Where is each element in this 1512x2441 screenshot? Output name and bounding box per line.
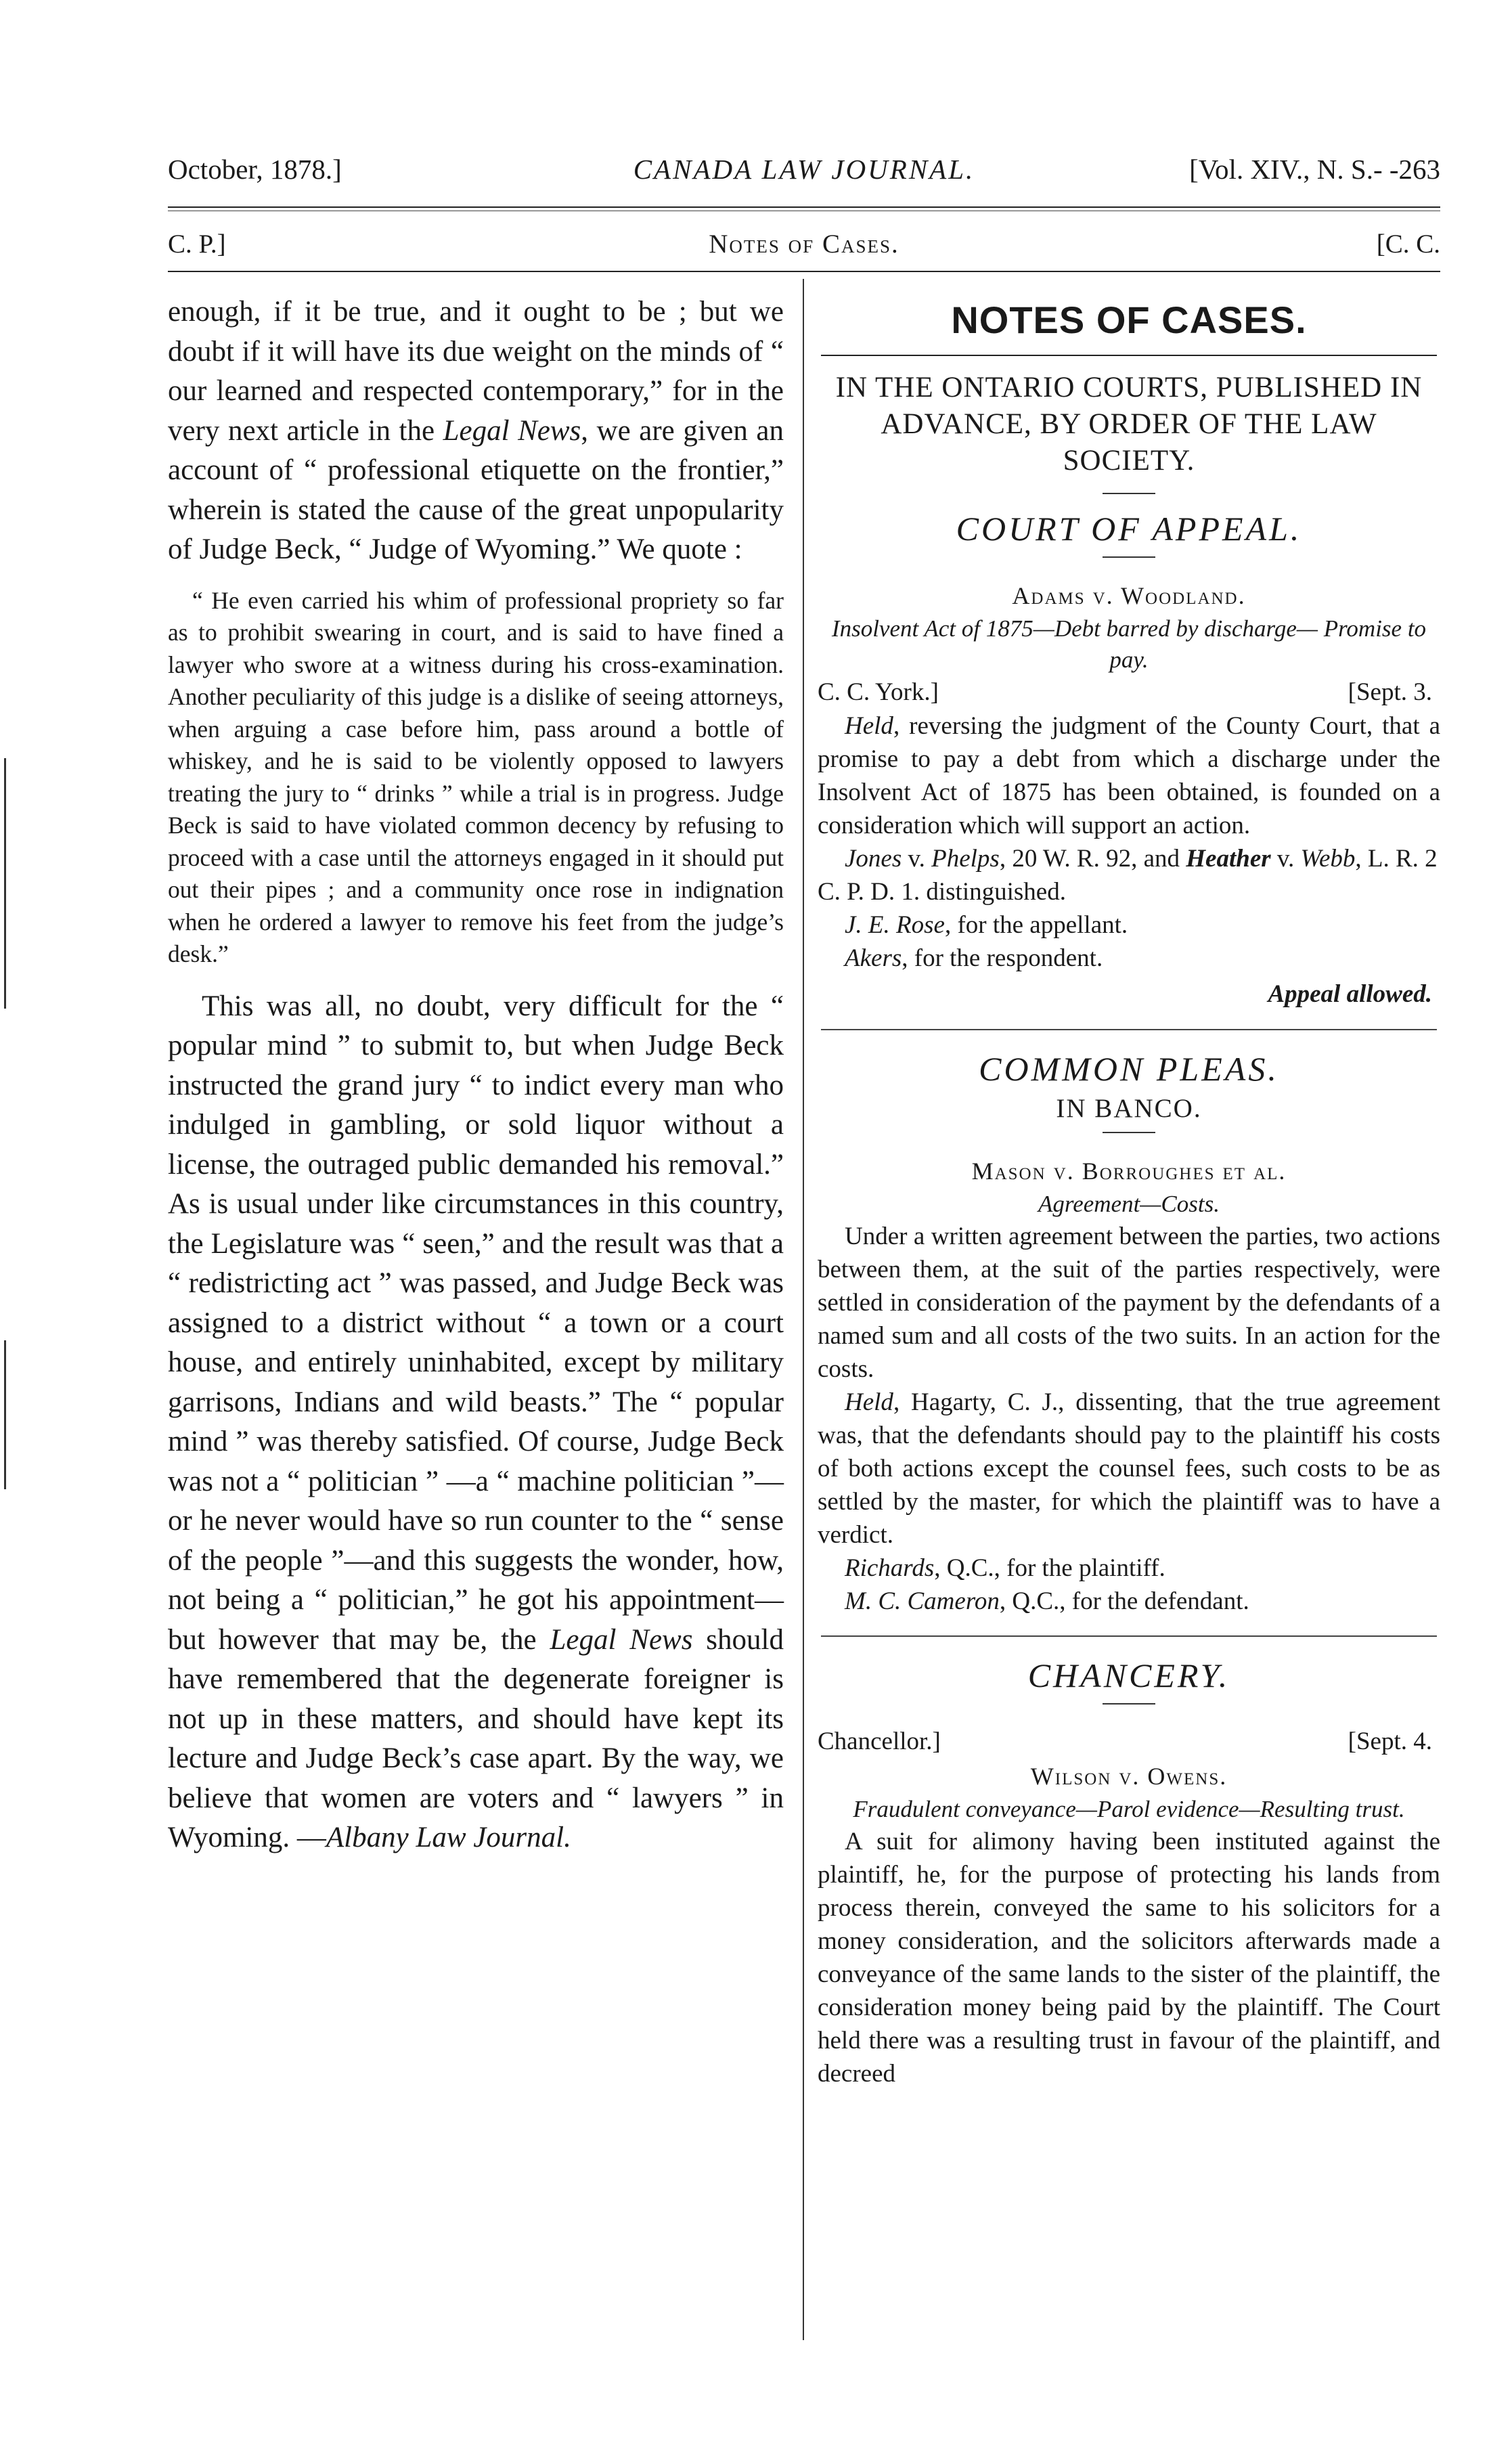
journal-title: CANADA LAW JOURNAL. bbox=[633, 154, 975, 185]
case-date: [Sept. 4. bbox=[1348, 1728, 1432, 1755]
dash-rule bbox=[1103, 1132, 1155, 1133]
holding: Held, Hagarty, C. J., dissenting, that the true agreement was, that the defendants should pay to the plaintiff his costs of both actions except the counsel fees, such costs to be as settled by the master, for which the plaintiff was to have a verdict. bbox=[818, 1388, 1440, 1549]
margin-mark-upper bbox=[4, 758, 6, 1009]
holding: Held, reversing the judgment of the County Court, that a promise to pay a debt from which a discharge under the Insolvent Act of 1875 has been obtained, is founded on a consideration which will support an action. bbox=[818, 712, 1440, 839]
case-facts: A suit for alimony having been instituted against the plaintiff, he, for the purpose of protecting his lands from process therein, conveyed the same to his solicitors for a money consideration, and the solicitors afterwards made a conveyance of the same lands to the sister of the plaintiff, the consideration money being paid by the plaintiff. The Court held there was a resulting trust in favour of the plaintiff, and decreed bbox=[818, 1828, 1440, 2088]
source-credit: Albany Law Journal. bbox=[326, 1822, 571, 1853]
dash-rule bbox=[1103, 556, 1155, 558]
section-rule bbox=[821, 1029, 1437, 1030]
court-heading-appeal: COURT OF APPEAL. bbox=[956, 510, 1302, 548]
case-date: [Sept. 3. bbox=[1348, 678, 1432, 706]
court-heading-chancery: CHANCERY. bbox=[1027, 1656, 1230, 1694]
block-quote: “ He even carried his whim of professional propriety so far as to prohibit swearing in court, and is said to have fined a lawyer who swore at a witness during his cross-examination. Another peculiarity of this judge is a dislike of seeing attorneys, when arguing a case before him, pass around a bottle of whiskey, and he is said to be violently opposed to lawyers treating the jury to “ drinks ” while a trial is in progress. Judge Beck is said to have violated common decency by refusing to proceed with a case until the attorneys engaged in it should put out their pipes ; and a community once rose in indignation when he ordered a lawyer to remove his feet from the judge’s desk.” bbox=[168, 586, 784, 967]
section-rule bbox=[168, 271, 1440, 272]
case-origin: C. C. York.] bbox=[818, 678, 939, 706]
notes-title: NOTES OF CASES. bbox=[951, 299, 1307, 341]
case-origin-row bbox=[818, 1725, 1440, 1759]
header-rule bbox=[168, 206, 1440, 208]
case-name: Adams v. Woodland. bbox=[1012, 582, 1246, 609]
case-origin-row bbox=[818, 676, 1440, 709]
paragraph-closing: This was all, no doubt, very difficult for the “ popular mind ” to submit to, but when Judge Beck instructed the grand jury “ to indict every man who indulged in gambling, or sold liquor without a license, the outraged public demanded his removal.” As is usual under like circumstances in this country, the Legislature was “ seen,” and the result was that a “ redistricting act ” was passed, and Judge Beck was assigned to a district without “ a town or a court house, and entirely uninhabited, except by military garrisons, Indians and wild beasts.” The “ popular mind ” was thereby satisfied. Of course, Judge Beck was not a “ politician ” —a “ machine politician ”—or he never would have so run counter to the “ sense of the people ”—and this suggests the wonder, how, not being a “ politician,” he got his appointment—but however that may be, the Legal News should have remembered that the degenerate foreigner is not up in these matters, and should have kept its lecture and Judge Beck’s case apart. By the way, we believe that women are voters and “ lawyers ” in Wyoming. —Albany Law Journal. bbox=[168, 990, 784, 1853]
column-divider bbox=[803, 279, 804, 2340]
publication-note: IN THE ONTARIO COURTS, PUBLISHED IN ADVANCE, BY ORDER OF THE LAW SOCIETY. bbox=[835, 372, 1423, 477]
paragraph-opening: enough, if it be true, and it ought to be ; but we doubt if it will have its due weight on the minds of “ our learned and respected contemporary,” for in the very next article in the Legal News, we are given an account of “ professional etiquette on the frontier,” wherein is stated the cause of the great unpopularity of Judge Beck, “ Judge of Wyoming.” We quote : bbox=[168, 296, 784, 565]
margin-mark-lower bbox=[4, 1340, 6, 1489]
court-heading-pleas: COMMON PLEAS. bbox=[979, 1050, 1279, 1088]
right-court-mark: [C. C. bbox=[1376, 229, 1440, 259]
running-head bbox=[168, 153, 1440, 194]
case-topic: Agreement—Costs. bbox=[1038, 1191, 1220, 1217]
court-subheading: IN BANCO. bbox=[1056, 1094, 1202, 1123]
case-name: Mason v. Borroughes et al. bbox=[971, 1158, 1287, 1185]
counsel-line: J. E. Rose, for the appellant. bbox=[845, 911, 1128, 939]
case-result: Appeal allowed. bbox=[1268, 980, 1432, 1008]
citation-line: Jones v. Phelps, 20 W. R. 92, and Heather v. Webb, L. R. 2 C. P. D. 1. distinguished. bbox=[818, 845, 1438, 906]
right-column bbox=[818, 292, 1440, 2090]
section-head bbox=[168, 229, 1440, 263]
section-rule bbox=[821, 1635, 1437, 1637]
dash-rule bbox=[1103, 1703, 1155, 1705]
section-title: Notes of Cases. bbox=[709, 229, 899, 259]
case-topic: Fraudulent conveyance—Parol evidence—Resulting trust. bbox=[853, 1796, 1405, 1822]
issue-date: October, 1878.] bbox=[168, 154, 342, 185]
counsel-line: Richards, Q.C., for the plaintiff. bbox=[845, 1554, 1165, 1582]
volume-page: [Vol. XIV., N. S.- -263 bbox=[1189, 154, 1440, 185]
counsel-line: Akers, for the respondent. bbox=[845, 944, 1103, 972]
case-facts: Under a written agreement between the parties, two actions between them, at the suit of the parties respectively, were settled in consideration of the payment by the defendants of a named sum and all costs of the two suits. In an action for the costs. bbox=[818, 1223, 1440, 1383]
left-column bbox=[168, 292, 784, 1858]
case-name: Wilson v. Owens. bbox=[1030, 1763, 1228, 1790]
title-rule bbox=[821, 355, 1437, 356]
dash-rule bbox=[1103, 493, 1155, 494]
case-origin: Chancellor.] bbox=[818, 1728, 941, 1755]
case-topic: Insolvent Act of 1875—Debt barred by discharge— Promise to pay. bbox=[831, 615, 1427, 673]
counsel-line: M. C. Cameron, Q.C., for the defendant. bbox=[845, 1587, 1249, 1615]
left-court-mark: C. P.] bbox=[168, 229, 226, 259]
